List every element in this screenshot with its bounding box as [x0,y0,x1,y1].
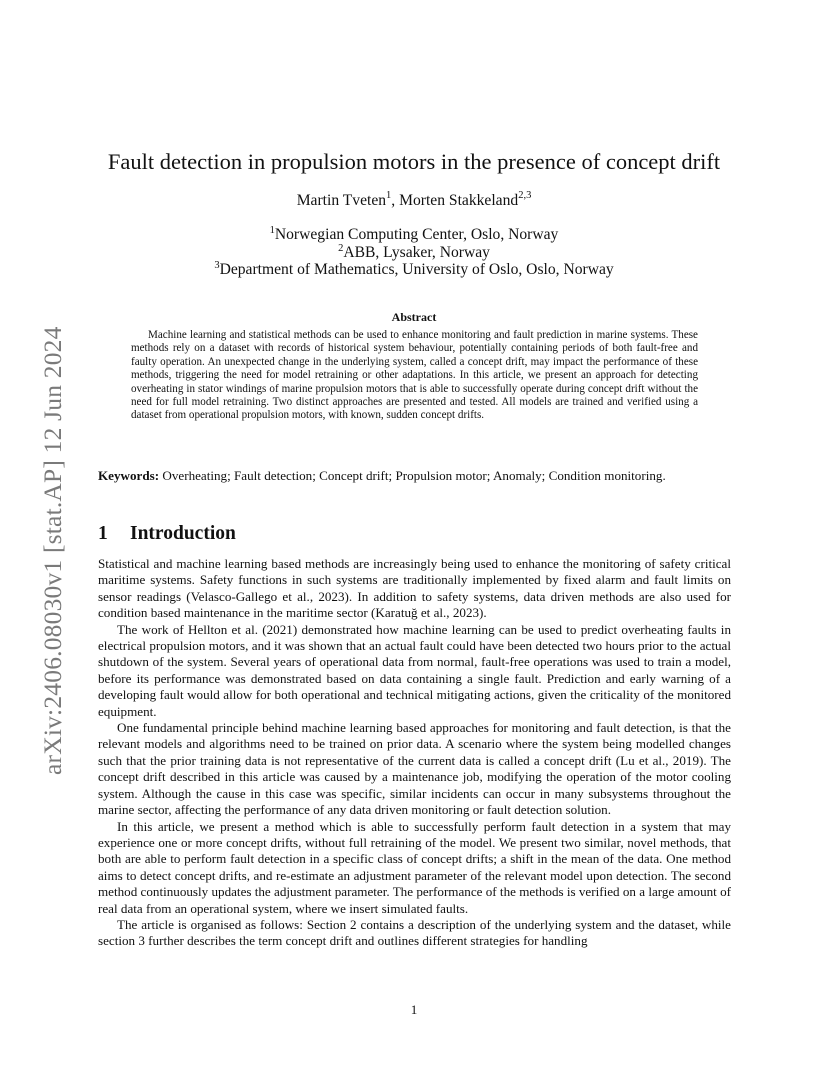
section-heading [98,522,731,546]
keywords-text: Overheating; Fault detection; Concept drift; Propulsion motor; Anomaly; Condition monitoring. [162,468,666,483]
paragraph: Statistical and machine learning based methods are increasingly being used to enhance the monitoring of safety critical maritime systems. Safety functions in such systems are traditionally implemented by fixed alarm and fault limits on sensor readings (Velasco-Gallego et al., 2023). In addition to safety systems, data driven methods are also used for condition based maintenance in the maritime sector (Karatuğ et al., 2023). [98,556,731,621]
paragraph: The article is organised as follows: Section 2 contains a description of the underlying system and the dataset, while section 3 further describes the term concept drift and outlines different strategies for handling [98,916,731,949]
affiliation-mark: 1 [269,225,275,236]
affiliation-text: Norwegian Computing Center, Oslo, Norway [274,226,559,243]
affiliation-text: ABB, Lysaker, Norway [343,243,490,261]
section-number: 1 [98,523,108,544]
author-affil-mark: 2,3 [518,190,532,201]
author-name: Morten Stakkeland [399,192,519,209]
affiliation [60,244,768,262]
affiliation-mark: 2 [338,242,344,254]
affiliation [60,226,768,244]
paper-title: Fault detection in propulsion motors in the presence of concept drift [107,149,721,174]
affiliation-text: Department of Mathematics, University of Oslo, Oslo, Norway [219,261,614,278]
introduction-body [98,556,731,950]
affiliation [60,261,768,279]
author-line [60,191,768,211]
paragraph: In this article, we present a method which is able to successfully perform fault detection in a system that may experience one or more concept drifts, without full retraining of the model. We present two similar, novel methods, that both are able to perform fault detection in a specific class of concept drifts; a shift in the mean of the data. One method aims to detect concept drifts, and re-estimate an adjustment parameter of the relevant model upon detection. The second method continuously updates the adjustment parameter. The performance of the methods is verified on a large amount of real data from an operational system, where we insert simulated faults. [98,818,731,916]
arxiv-sidebar [20,290,67,775]
paragraph: One fundamental principle behind machine learning based approaches for monitoring and fault detection, is that the relevant models and algorithms need to be trained on prior data. A scenario where the system being modelled changes such that the prior training data is not representative of the current data is called a concept drift (Lu et al., 2019). The concept drift described in this article was caused by a maintenance job, modifying the operation of the motor cooling system. Although the cause in this case was specific, similar incidents can occur in many subsystems throughout the marine sector, affecting the performance of any data driven monitoring or fault detection solution. [98,720,731,818]
author-separator: , [391,192,400,209]
page-number: 1 [410,1002,418,1017]
paragraph: The work of Hellton et al. (2021) demonstrated how machine learning can be used to predict overheating faults in electrical propulsion motors, and it was shown that an actual fault could have been detected two hours prior to the actual shutdown of the system. Several years of operational data from normal, fault-free operations was used to train a model, before its performance was demonstrated based on data containing a single fault. Prediction and early warning of a developing fault would allow for both operational and technical mitigating actions, given the criticality of the monitored equipment. [98,621,731,719]
author-affil-mark: 1 [386,190,392,201]
affiliations [60,226,768,279]
section-title: Introduction [130,523,236,544]
affiliation-mark: 3 [214,260,220,271]
author-name: Martin Tveten [296,192,387,209]
abstract-text: Machine learning and statistical methods can be used to enhance monitoring and fault prediction in marine systems. These methods rely on a dataset with records of historical system behaviour, potentially containing periods of both fault-free and faulty operation. An unexpected change in the underlying system, called a concept drift, may impact the performance of these methods, triggering the need for model retraining or other adaptations. In this article, we present an approach for detecting overheating in stator windings of marine propulsion motors that is able to successfully operate during concept drift without the need for full model retraining. Two distinct approaches are presented and tested. All models are trained and verified using a dataset from operational propulsion motors, with known, sudden concept drifts. [131,329,698,422]
arxiv-identifier: arXiv:2406.08030v1 [stat.AP] 12 Jun 2024 [38,326,67,775]
keywords-label: Keywords: [98,468,160,483]
keywords [98,468,731,484]
abstract-heading: Abstract [391,310,437,324]
